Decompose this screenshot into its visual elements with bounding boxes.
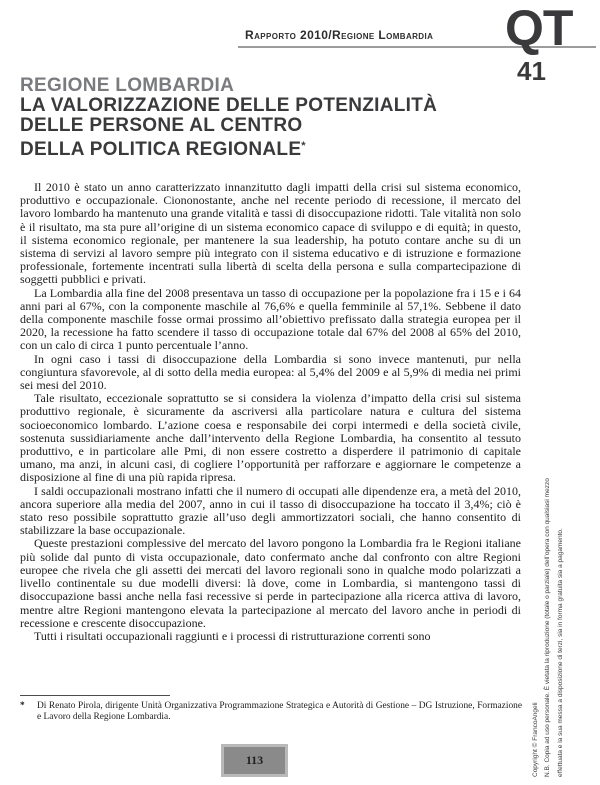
paragraph: Tutti i risultati occupazionali raggiunti e i processi di ristrutturazione correnti sono <box>34 628 431 643</box>
title-eyebrow: REGIONE LOMBARDIA <box>20 75 235 96</box>
title-line: DELLE PERSONE AL CENTRO <box>20 115 303 136</box>
footnote-text: Di Renato Pirola, dirigente Unità Organizzativa Programmazione Strategica e Autorità di Gestione – DG Istruzione, Formazione e Lavoro della Regione Lombardia. <box>37 701 522 723</box>
page-number-box <box>221 744 288 777</box>
footnote-marker: * <box>20 701 25 711</box>
copyright-line: Copyright © FrancoAngeli <box>532 702 539 777</box>
paragraph: Tale risultato, eccezionale soprattutto se si considera la violenza d’impatto della crisi sul sistema produttivo regionale, è sicuramente da ascriversi alla particolare natura e cultura del sistema socioeconomico lombardo. L’azione coesa e responsabile dei corpi intermedi e della società civile, sostenuta sussidiariamente anche dall’intervento della Regione Lombardia, ha consentito al tessuto produttivo, e in particolare alle Pmi, di non essere costretto a disperdere il patrimonio di capitale umano, ma anzi, in alcuni casi, di cogliere l’opportunità per rafforzare e aggiornare le competenze a disposizione al fine di una più rapida ripresa. <box>20 391 521 485</box>
title-line: LA VALORIZZAZIONE DELLE POTENZIALITÀ <box>20 95 438 116</box>
footnote <box>20 701 522 723</box>
paragraph: La Lombardia alla fine del 2008 presentava un tasso di occupazione per la popolazione fra i 15 e i 64 anni pari al 67%, con la componente maschile al 76,6% e quella femminile al 57,1%. Sebbene il dato della componente maschile fosse ormai prossimo all’obiettivo prefissato dalla strategia europea per il 2020, la recessione ha fatto scendere il tasso di occupazione totale dal 67% del 2008 al 65% del 2010, con un calo di circa 1 punto percentuale l’anno. <box>20 285 521 353</box>
title-footnote-marker: * <box>301 140 306 152</box>
title-line-text: DELLA POLITICA REGIONALE <box>20 139 302 160</box>
paragraph: Queste prestazioni complessive del mercato del lavoro pongono la Lombardia fra le Regioni italiane più solide dal punto di vista occupazionale, dato confermato anche dal confronto con altre Regioni europee che rivela che gli assetti dei mercati del lavoro regionali sono in qualche modo polarizzati a livello continentale su due modelli diversi: là dove, come in Lombardia, si mantengono tassi di disoccupazione bassi anche nella fasi recessive si perde in partecipazione alla ricerca attiva di lavoro, mentre altre Regioni mantengono elevata la partecipazione al mercato del lavoro anche in periodi di recessione e crescente disoccupazione. <box>20 536 521 630</box>
paragraph: Il 2010 è stato un anno caratterizzato innanzitutto dagli impatti della crisi sul sistema economico, produttivo e occupazionale. Ciononostante, anche nel recente periodo di recessione, il mercato del lavoro lombardo ha mantenuto una grande vitalità e tassi di disoccupazione ridotti. Tale vitalità non solo è il risultato, ma sta pure all’origine di un sistema economico capace di sviluppo e di equità; in questo, il sistema economico regionale, per mantenere la sua leadership, ha potuto contare anche su di un sistema di servizi al lavoro sempre più integrato con il sistema educativo e di istruzione e formazione professionale, fortemente incentrati sulla libertà di scelta della persona e sulla compartecipazione di soggetti pubblici e privati. <box>20 180 521 287</box>
series-code: QT <box>505 0 573 56</box>
footnote-rule <box>20 695 170 696</box>
title-block <box>20 76 490 160</box>
copyright-line: effettuata e la sua messa a disposizione di terzi, sia in forma gratuita sia a pagamento. <box>557 528 564 777</box>
copyright-line: N.B. Copia ad uso personale. È vietata la riproduzione (totale o parziale) dell’opera con qualsiasi mezzo <box>544 478 551 777</box>
page-number: 113 <box>245 753 264 767</box>
running-title: Rapporto 2010/Regione Lombardia <box>245 28 434 42</box>
paragraph: I saldi occupazionali mostrano infatti che il numero di occupati alle dipendenze era, a metà del 2010, ancora superiore alla media del 2007, anno in cui il tasso di disoccupazione ha toccato il 3,4%; ciò è stato reso possibile soprattutto grazie all’uso degli ammortizzatori sociali, che hanno consentito di stabilizzare la base occupazionale. <box>20 483 521 538</box>
article-body <box>20 181 521 643</box>
paragraph: In ogni caso i tassi di disoccupazione della Lombardia si sono invece mantenuti, pur nella congiuntura sfavorevole, al di sotto della media europea: al 5,4% del 2009 e al 5,9% di media nei primi sei mesi del 2010. <box>20 351 521 393</box>
issue-number: 41 <box>517 56 546 86</box>
article-title <box>20 96 490 160</box>
title-line <box>20 136 490 160</box>
